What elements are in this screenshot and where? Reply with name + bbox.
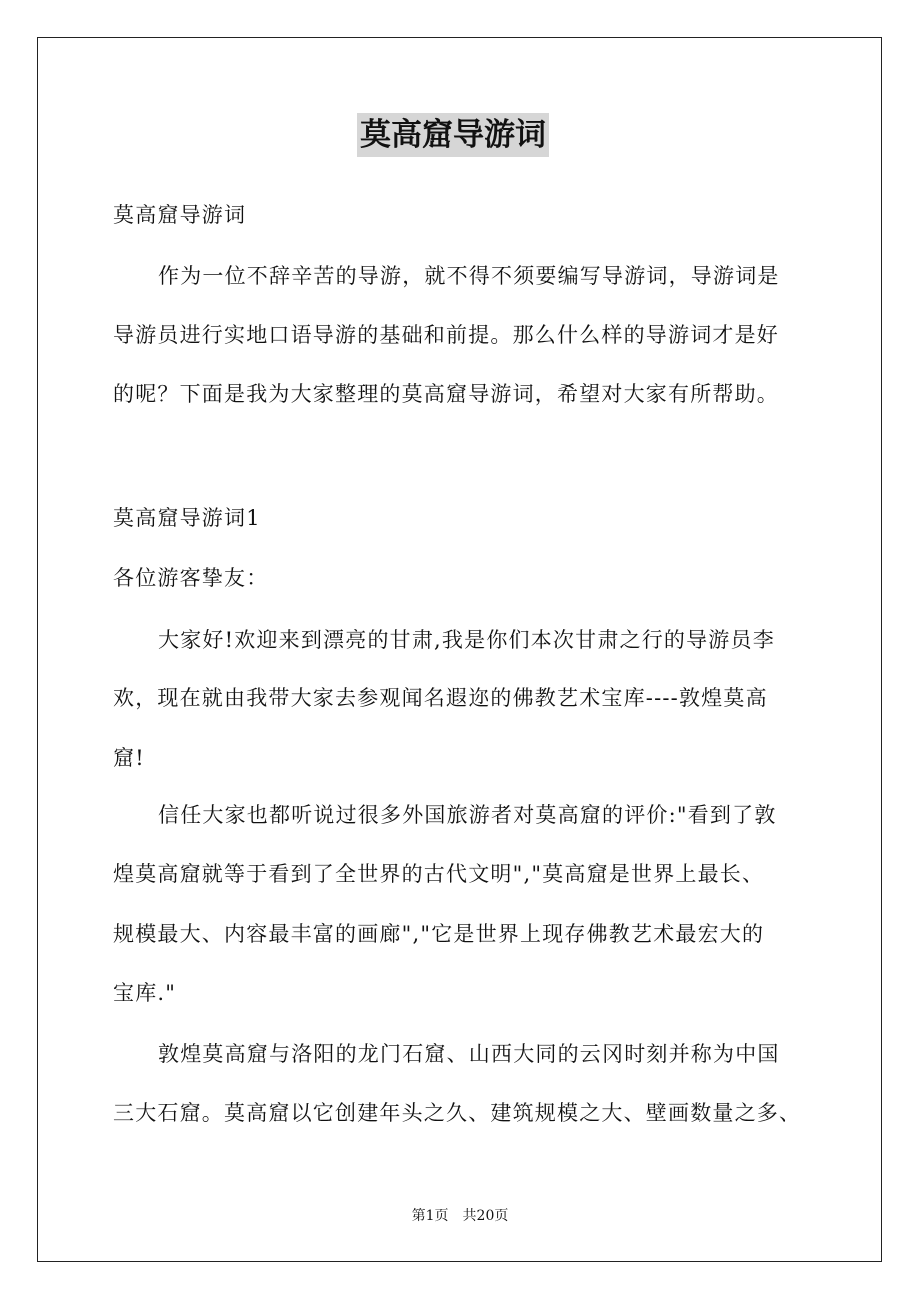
para3-line-2: 三大石窟。莫高窟以它创建年头之久、建筑规模之大、壁画数量之多、	[113, 1101, 802, 1125]
para1-line-2: 欢，现在就由我带大家去参观闻名遐迩的佛教艺术宝库----敦煌莫高	[113, 686, 768, 710]
greeting: 各位游客挚友：	[113, 566, 269, 590]
para2-line-4: 宝库."	[113, 981, 177, 1005]
para3-line-1: 敦煌莫高窟与洛阳的龙门石窟、山西大同的云冈时刻并称为中国	[158, 1042, 780, 1066]
para2-line-3: 规模最大、内容最丰富的画廊","它是世界上现存佛教艺术最宏大的	[113, 922, 765, 946]
para1-line-1: 大家好!欢迎来到漂亮的甘肃,我是你们本次甘肃之行的导游员李	[158, 628, 775, 652]
section-heading: 莫高窟导游词1	[113, 506, 261, 530]
document-title: 莫高窟导游词	[357, 113, 549, 157]
para2-line-2: 煌莫高窟就等于看到了全世界的古代文明","莫高窟是世界上最长、	[113, 862, 765, 886]
para1-line-3: 窟!	[113, 746, 145, 770]
page-footer: 第1页 共20页	[411, 1208, 509, 1224]
intro-line-3: 的呢？下面是我为大家整理的莫高窟导游词，希望对大家有所帮助。	[113, 382, 779, 406]
document-subtitle: 莫高窟导游词	[113, 203, 247, 227]
intro-line-2: 导游员进行实地口语导游的基础和前提。那么什么样的导游词才是好	[113, 323, 779, 347]
para2-line-1: 信任大家也都听说过很多外国旅游者对莫高窟的评价:"看到了敦	[158, 803, 777, 827]
intro-line-1: 作为一位不辞辛苦的导游，就不得不须要编写导游词，导游词是	[158, 264, 780, 288]
